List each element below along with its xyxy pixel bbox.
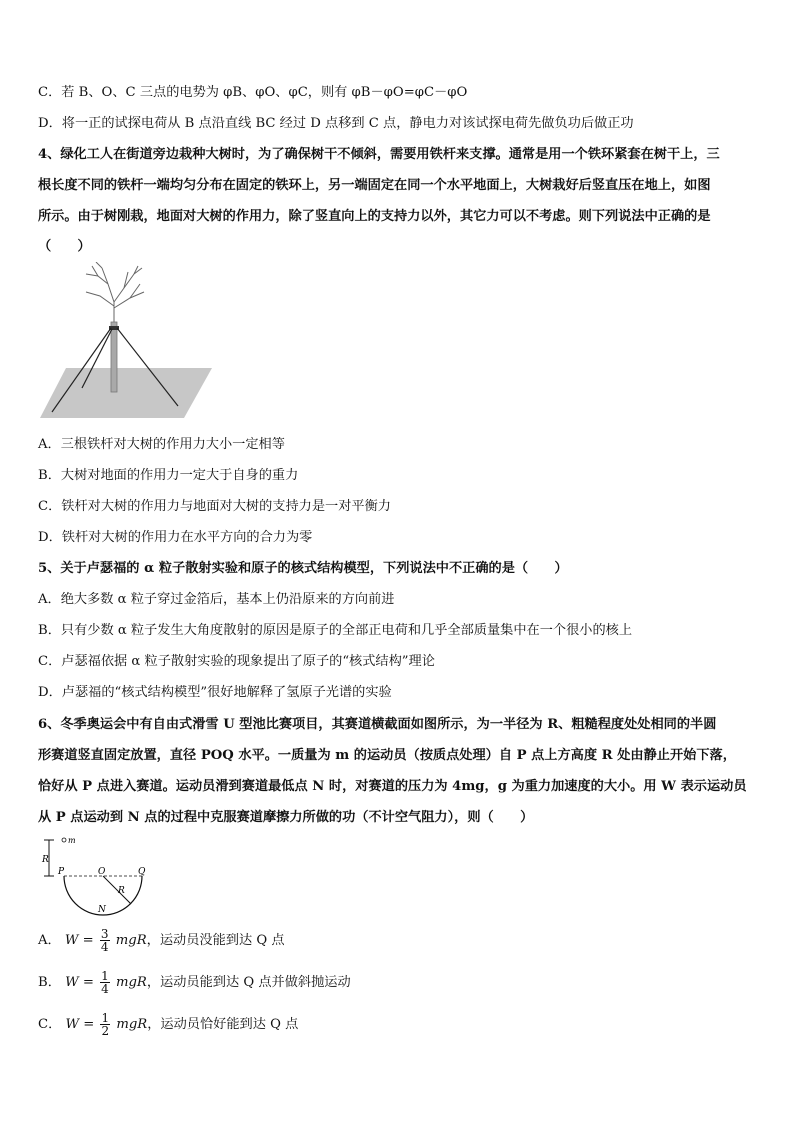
q6-stem-line4: 从 P 点运动到 N 点的过程中克服赛道摩擦力所做的功（不计空气阻力），则（ ） bbox=[38, 810, 534, 825]
q5-option-d: D．卢瑟福的“核式结构模型”很好地解释了氢原子光谱的实验 bbox=[38, 685, 392, 700]
q6-stem-line1: 6、冬季奥运会中有自由式滑雪 U 型池比赛项目，其赛道横截面如图所示，为一半径为 R、粗糙程度处处相同的半圆 bbox=[38, 717, 717, 732]
label-P: P bbox=[58, 867, 65, 877]
formula-lhs: W = bbox=[64, 933, 94, 948]
q4-stem-line3: 所示。由于树刚栽，地面对大树的作用力，除了竖直向上的支持力以外，其它力可以不考虑。则下列说法中正确的是 bbox=[38, 209, 711, 224]
q4-stem-line4: （ ） bbox=[38, 239, 91, 254]
q5-option-a: A．绝大多数 α 粒子穿过金箔后，基本上仍沿原来的方向前进 bbox=[38, 592, 395, 607]
label-R-height: R bbox=[42, 855, 49, 865]
tree-trunk bbox=[111, 322, 117, 392]
label-R-radius: R bbox=[118, 886, 125, 896]
q6-stem-line2: 形赛道竖直固定放置，直径 POQ 水平。一质量为 m 的运动员（按质点处理）自 P 点上方高度 R 处由静止开始下落， bbox=[38, 748, 736, 763]
tree-figure bbox=[38, 262, 218, 424]
fraction: $\frac{1}{4}$ bbox=[101, 969, 109, 996]
q6-option-b: B． W = $\frac{1}{4}$ mgR，运动员能到达 Q 点并做斜抛运动 bbox=[38, 969, 351, 996]
q6-option-c: C． W = $\frac{1}{2}$ mgR，运动员恰好能到达 Q 点 bbox=[38, 1011, 299, 1038]
label-N: N bbox=[98, 905, 106, 915]
q4-stem-line2: 根长度不同的铁杆一端均匀分布在固定的铁环上，另一端固定在同一个水平地面上，大树栽好后竖直压在地上，如图 bbox=[38, 178, 711, 193]
formula-lhs: W = bbox=[65, 1017, 95, 1032]
q3-option-d: D．将一正的试探电荷从 B 点沿直线 BC 经过 D 点移到 C 点，静电力对该试探电荷先做负功后做正功 bbox=[38, 116, 634, 131]
q4-stem-line1: 4、绿化工人在街道旁边栽种大树时，为了确保树干不倾斜，需要用铁杆来支撑。通常是用一个铁环紧套在树干上，三 bbox=[38, 147, 720, 162]
q5-option-c: C．卢瑟福依据 α 粒子散射实验的现象提出了原子的“核式结构”理论 bbox=[38, 654, 435, 669]
radius-line bbox=[103, 876, 131, 904]
q4-option-a: A．三根铁杆对大树的作用力大小一定相等 bbox=[38, 437, 285, 452]
tree-branches bbox=[86, 262, 144, 328]
label-m: m bbox=[68, 836, 76, 845]
u-track-figure bbox=[38, 834, 158, 920]
formula-rhs: mgR bbox=[115, 975, 147, 990]
formula-rhs: mgR bbox=[116, 1017, 148, 1032]
label-Q: Q bbox=[138, 867, 146, 877]
q5-stem: 5、关于卢瑟福的 α 粒子散射实验和原子的核式结构模型，下列说法中不正确的是（ ） bbox=[38, 561, 568, 576]
q4-option-b: B．大树对地面的作用力一定大于自身的重力 bbox=[38, 468, 299, 483]
fraction: $\frac{3}{4}$ bbox=[100, 927, 109, 954]
q3-option-c: C．若 B、O、C 三点的电势为 φB、φO、φC，则有 φB－φO=φC－φO bbox=[38, 85, 468, 100]
formula-rhs: mgR bbox=[115, 933, 147, 948]
q5-option-b: B．只有少数 α 粒子发生大角度散射的原因是原子的全部正电荷和几乎全部质量集中在一个很小的核上 bbox=[38, 623, 633, 638]
q6-option-a: A． W = $\frac{3}{4}$ mgR，运动员没能到达 Q 点 bbox=[38, 927, 285, 954]
label-O: O bbox=[98, 867, 106, 877]
q4-option-d: D．铁杆对大树的作用力在水平方向的合力为零 bbox=[38, 530, 313, 545]
fraction: $\frac{1}{2}$ bbox=[101, 1011, 110, 1038]
skier-point bbox=[62, 838, 66, 842]
q6-stem-line3: 恰好从 P 点进入赛道。运动员滑到赛道最低点 N 时，对赛道的压力为 4mg，g 为重力加速度的大小。用 W 表示运动员 bbox=[38, 779, 747, 794]
formula-lhs: W = bbox=[65, 975, 94, 990]
q4-option-c: C．铁杆对大树的作用力与地面对大树的支持力是一对平衡力 bbox=[38, 499, 391, 514]
